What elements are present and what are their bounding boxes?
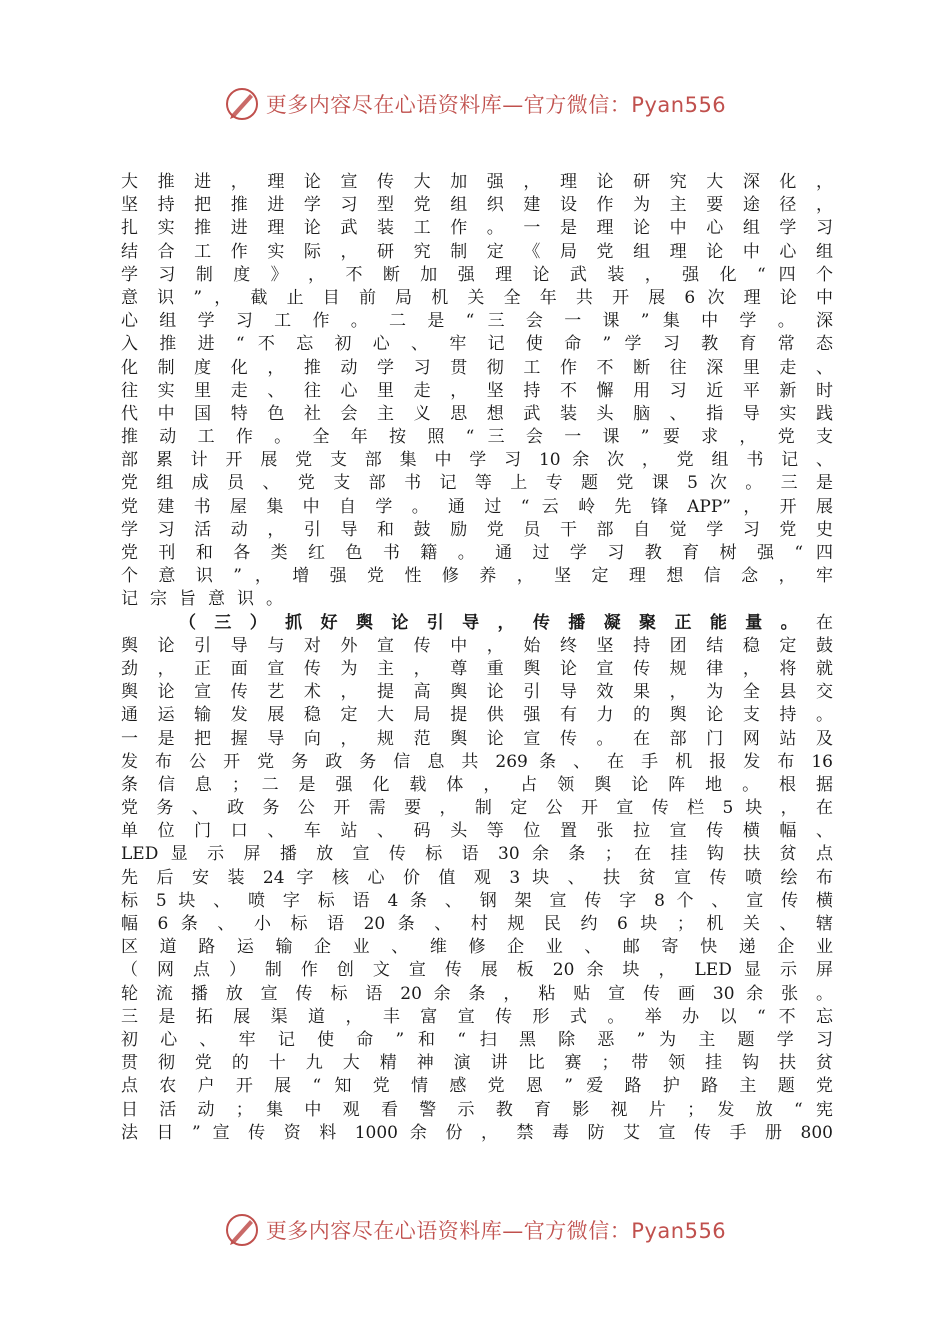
section-heading: （三）抓好舆论引导，传播凝聚正能量。 bbox=[179, 612, 816, 633]
banner-text: 更多内容尽在心语资料库—官方微信：Pyan556 bbox=[265, 1219, 727, 1243]
text-line: 通 运 输 发 展 稳 定 大 局 提 供 强 有 力 的 舆 论 支 持 。 bbox=[121, 705, 833, 726]
pen-logo-icon bbox=[224, 86, 260, 122]
text-line: 标 5 块 、 喷 字 标 语 4 条 、 钢 架 宣 传 字 8 个 、 宣 传 横 bbox=[121, 890, 833, 911]
text-line: 贯 彻 党 的 十 九 大 精 神 演 讲 比 赛 ； 带 领 挂 钩 扶 贫 bbox=[121, 1053, 833, 1074]
paragraph-1 bbox=[121, 171, 833, 588]
text-line: 条 信 息 ； 二 是 强 化 载 体 ， 占 领 舆 论 阵 地 。 根 据 bbox=[121, 774, 833, 795]
text-line: 大 推 进 ， 理 论 宣 传 大 加 强 ， 理 论 研 究 大 深 化 ， bbox=[121, 172, 833, 192]
heading-tail: 在 bbox=[816, 612, 833, 633]
text-line: 党 务 、 政 务 公 开 需 要 ， 制 定 公 开 宣 传 栏 5 块 ， 在 bbox=[121, 798, 833, 819]
text-line: 扎 实 推 进 理 论 武 装 工 作 。 一 是 理 论 中 心 组 学 习 bbox=[121, 218, 833, 239]
text-line: 推 动 工 作 。 全 年 按 照 “ 三 会 一 课 ” 要 求 ， 党 支 bbox=[121, 427, 833, 448]
footer-banner bbox=[0, 1210, 950, 1250]
text-line: 化 制 度 化 ， 推 动 学 习 贯 彻 工 作 不 断 往 深 里 走 、 bbox=[121, 357, 833, 378]
text-line: 点 农 户 开 展 “ 知 党 情 感 党 恩 ” 爱 路 护 路 主 题 党 bbox=[121, 1076, 833, 1097]
text-line: 个 意 识 ” ， 增 强 党 性 修 养 ， 坚 定 理 想 信 念 ， 牢 bbox=[121, 566, 833, 587]
text-line: 先 后 安 装 24 字 核 心 价 值 观 3 块 、 扶 贫 宣 传 喷 绘 布 bbox=[121, 867, 833, 888]
text-line: 劲 ， 正 面 宣 传 为 主 ， 尊 重 舆 论 宣 传 规 律 ， 将 就 bbox=[121, 658, 833, 679]
header-banner bbox=[0, 84, 950, 124]
text-line: 党 建 书 屋 集 中 自 学 。 通 过 “ 云 岭 先 锋 APP” ， 开 展 bbox=[121, 496, 833, 517]
text-line: 心 组 学 习 工 作 。 二 是 “ 三 会 一 课 ” 集 中 学 。 深 bbox=[121, 311, 833, 332]
text-line: 部 累 计 开 展 党 支 部 集 中 学 习 10 余 次 ， 党 组 书 记 、 bbox=[121, 450, 833, 471]
text-line: （ 网 点 ） 制 作 创 文 宣 传 展 板 20 余 块 ， LED 显 示 屏 bbox=[121, 960, 833, 981]
text-line: 一 是 把 握 导 向 ， 规 范 舆 论 宣 传 。 在 部 门 网 站 及 bbox=[121, 728, 833, 749]
text-line: 入 推 进 “ 不 忘 初 心 、 牢 记 使 命 ” 学 习 教 育 常 态 bbox=[121, 334, 833, 355]
text-line: 单 位 门 口 、 车 站 、 码 头 等 位 置 张 拉 宣 传 横 幅 、 bbox=[121, 821, 833, 842]
text-line: 意 识 ” ， 截 止 目 前 局 机 关 全 年 共 开 展 6 次 理 论 中 bbox=[121, 287, 833, 308]
text-line: 舆 论 宣 传 艺 术 ， 提 高 舆 论 引 导 效 果 ， 为 全 县 交 bbox=[121, 682, 833, 703]
text-line: 学 习 活 动 ， 引 导 和 鼓 励 党 员 干 部 自 觉 学 习 党 史 bbox=[121, 519, 833, 540]
document-body bbox=[121, 171, 833, 1145]
text-line: 区 道 路 运 输 企 业 、 维 修 企 业 、 邮 寄 快 递 企 业 bbox=[121, 937, 833, 958]
text-line: 幅 6 条 、 小 标 语 20 条 、 村 规 民 约 6 块 ； 机 关 、 辖 bbox=[121, 914, 833, 934]
text-line: 坚 持 把 推 进 学 习 型 党 组 织 建 设 作 为 主 要 途 径 ， bbox=[121, 195, 833, 216]
text-line: 初 心 、 牢 记 使 命 ” 和 “ 扫 黑 除 恶 ” 为 主 题 学 习 bbox=[121, 1029, 833, 1050]
text-line: 学 习 制 度 》 ， 不 断 加 强 理 论 武 装 ， 强 化 “ 四 个 bbox=[121, 264, 833, 285]
paragraph-1-last-line: 记宗旨意识。 bbox=[121, 589, 295, 610]
text-line: 党 组 成 员 、 党 支 部 书 记 等 上 专 题 党 课 5 次 。 三 是 bbox=[121, 473, 833, 494]
text-line: 发 布 公 开 党 务 政 务 信 息 共 269 条 、 在 手 机 报 发 布 16 bbox=[121, 751, 833, 772]
text-line: 法 日 ” 宣 传 资 料 1000 余 份 ， 禁 毒 防 艾 宣 传 手 册 800 bbox=[121, 1122, 833, 1143]
pen-logo-icon bbox=[224, 1212, 260, 1248]
text-line: 日 活 动 ； 集 中 观 看 警 示 教 育 影 视 片 ； 发 放 “ 宪 bbox=[121, 1099, 833, 1120]
text-line: LED 显 示 屏 播 放 宣 传 标 语 30 余 条 ； 在 挂 钩 扶 贫 点 bbox=[121, 844, 833, 865]
section-heading-line bbox=[121, 612, 833, 635]
text-line: 党 刊 和 各 类 红 色 书 籍 。 通 过 学 习 教 育 树 强 “ 四 bbox=[121, 543, 833, 563]
text-line: 轮 流 播 放 宣 传 标 语 20 余 条 ， 粘 贴 宣 传 画 30 余 张 。 bbox=[121, 983, 833, 1004]
text-line: 舆 论 引 导 与 对 外 宣 传 中 ， 始 终 坚 持 团 结 稳 定 鼓 bbox=[121, 635, 833, 656]
text-line: 往 实 里 走 、 往 心 里 走 ， 坚 持 不 懈 用 习 近 平 新 时 bbox=[121, 380, 833, 401]
text-line: 结 合 工 作 实 际 ， 研 究 制 定 《 局 党 组 理 论 中 心 组 bbox=[121, 241, 833, 262]
text-line: 三 是 拓 展 渠 道 ， 丰 富 宣 传 形 式 。 举 办 以 “ 不 忘 bbox=[121, 1006, 833, 1027]
paragraph-2 bbox=[121, 635, 833, 1145]
banner-text: 更多内容尽在心语资料库—官方微信：Pyan556 bbox=[265, 93, 727, 117]
text-line: 代 中 国 特 色 社 会 主 义 思 想 武 装 头 脑 、 指 导 实 践 bbox=[121, 403, 833, 424]
